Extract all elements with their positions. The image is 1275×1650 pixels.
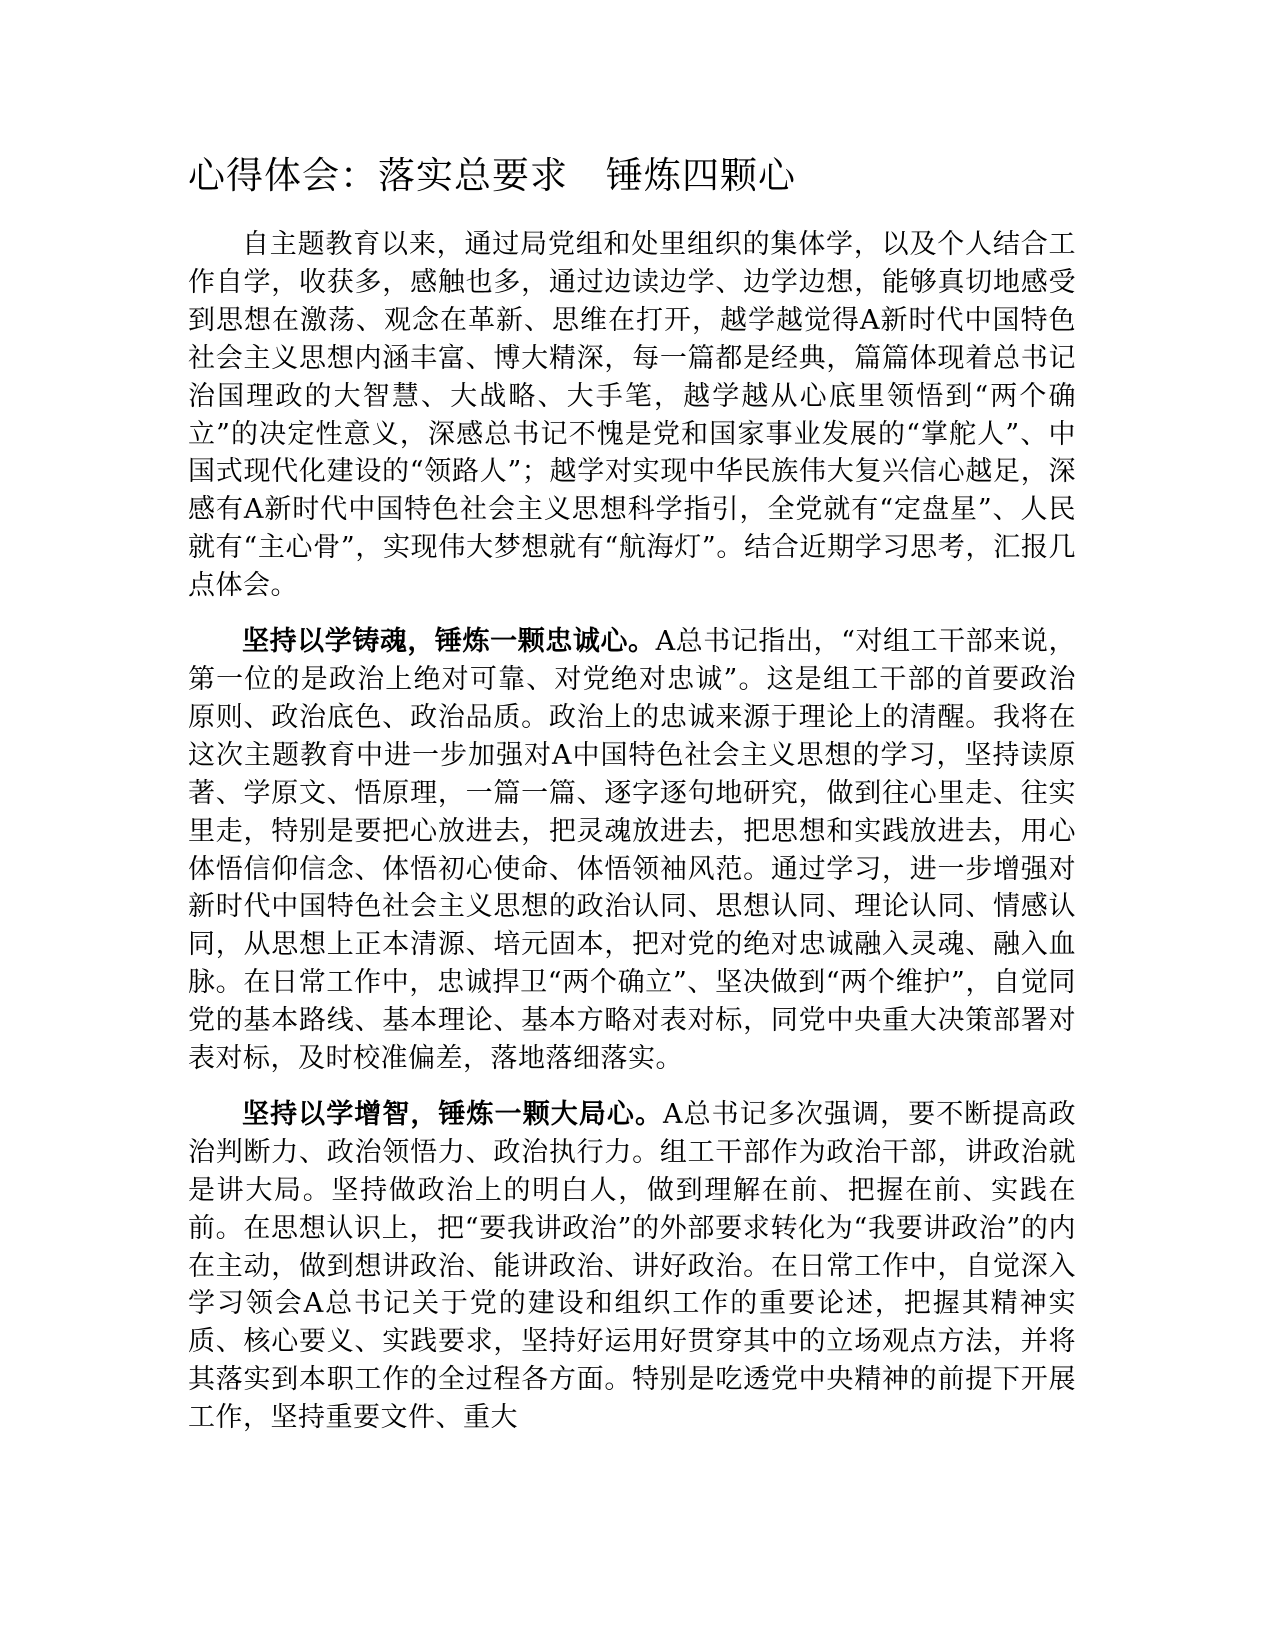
document-page xyxy=(188,150,1076,1455)
document-title: 心得体会：落实总要求 锤炼四颗心 xyxy=(188,154,796,197)
section-body-1: A总书记指出，“对组工干部来说，第一位的是政治上绝对可靠、对党绝对忠诚”。这是组工干部的首要政治原则、政治底色、政治品质。政治上的忠诚来源于理论上的清醒。我将在这次主题教育中进一步加强对A中国特色社会主义思想的学习，坚持读原著、学原文、悟原理，一篇一篇、逐字逐句地研究，做到往心里走、往实里走，特别是要把心放进去，把灵魂放进去，把思想和实践放进去，用心体悟信仰信念、体悟初心使命、体悟领袖风范。通过学习，进一步增强对新时代中国特色社会主义思想的政治认同、思想认同、理论认同、情感认同，从思想上正本清源、培元固本，把对党的绝对忠诚融入灵魂、融入血脉。在日常工作中，忠诚捍卫“两个确立”、坚决做到“两个维护”，自觉同党的基本路线、基本理论、基本方略对表对标，同党中央重大决策部署对表对标，及时校准偏差，落地落细落实。 xyxy=(188,626,1076,1075)
intro-paragraph: 自主题教育以来，通过局党组和处里组织的集体学，以及个人结合工作自学，收获多，感触也多，通过边读边学、边学边想，能够真切地感受到思想在激荡、观念在革新、思维在打开，越学越觉得A新时代中国特色社会主义思想内涵丰富、博大精深，每一篇都是经典，篇篇体现着总书记治国理政的大智慧、大战略、大手笔，越学越从心底里领悟到“两个确立”的决定性意义，深感总书记不愧是党和国家事业发展的“掌舵人”、中国式现代化建设的“领路人”；越学对实现中华民族伟大复兴信心越足，深感有A新时代中国特色社会主义思想科学指引，全党就有“定盘星”、人民就有“主心骨”，实现伟大梦想就有“航海灯”。结合近期学习思考，汇报几点体会。 xyxy=(188,229,1076,602)
section-body-2: A总书记多次强调，要不断提高政治判断力、政治领悟力、政治执行力。组工干部作为政治干部，讲政治就是讲大局。坚持做政治上的明白人，做到理解在前、把握在前、实践在前。在思想认识上，把“要我讲政治”的外部要求转化为“我要讲政治”的内在主动，做到想讲政治、能讲政治、讲好政治。在日常工作中，自觉深入学习领会A总书记关于党的建设和组织工作的重要论述，把握其精神实质、核心要义、实践要求，坚持好运用好贯穿其中的立场观点方法，并将其落实到本职工作的全过程各方面。特别是吃透党中央精神的前提下开展工作，坚持重要文件、重大 xyxy=(188,1098,1077,1434)
section-heading-1: 坚持以学铸魂，锤炼一颗忠诚心。 xyxy=(242,626,656,658)
section-heading-2: 坚持以学增智，锤炼一颗大局心。 xyxy=(242,1098,664,1130)
section-paragraph-1 xyxy=(188,623,1076,1078)
section-paragraph-2 xyxy=(188,1096,1076,1437)
